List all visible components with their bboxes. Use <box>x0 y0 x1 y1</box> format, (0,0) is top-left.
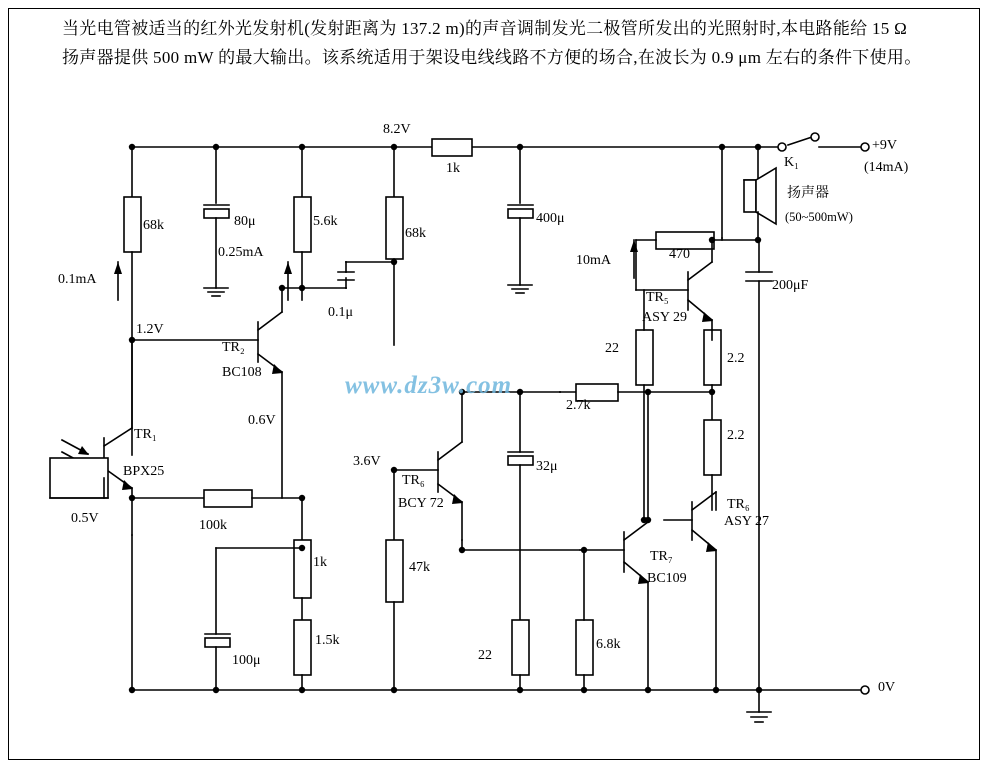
watermark-text: www.dz3w.com <box>345 372 513 399</box>
label-c-200uf: 200μF <box>772 278 809 293</box>
label-tr5-type: ASY 29 <box>642 310 687 325</box>
label-r-68k-left: 68k <box>143 218 164 233</box>
label-r-100k: 100k <box>199 518 227 533</box>
label-tr7-type: BC109 <box>647 571 687 586</box>
label-tr1: TR₁ <box>134 427 157 442</box>
label-rail-ground: 0V <box>878 680 896 695</box>
label-r-470: 470 <box>669 247 690 262</box>
label-i-10ma: 10mA <box>576 253 611 268</box>
label-i-01ma: 0.1mA <box>58 272 97 287</box>
label-tr2-type: BC108 <box>222 365 262 380</box>
label-r-22-right2: 2.2 <box>727 428 745 443</box>
label-tr6: TR₆ <box>402 473 425 488</box>
label-r-1k-low: 1k <box>313 555 327 570</box>
caption-text: 当光电管被适当的红外光发射机(发射距离为 137.2 m)的声音调制发光二极管所发出的光照射时,本电路能给 15 Ω 扬声器提供 500 mW 的最大输出。该系统适用于架设电线线路不方便的场合,在波长为 0.9 μm 左右的条件下使用。 <box>62 19 922 67</box>
label-r-27k: 2.7k <box>566 398 591 413</box>
label-r-22-bot: 22 <box>478 648 492 663</box>
label-rail-positive-current: (14mA) <box>864 160 909 175</box>
label-v-12: 1.2V <box>136 322 164 337</box>
label-speaker: 扬声器 <box>787 186 829 201</box>
label-v-06: 0.6V <box>248 413 276 428</box>
label-r-15k: 1.5k <box>315 633 340 648</box>
label-c-32u: 32μ <box>536 459 558 474</box>
label-tr5: TR₅ <box>646 290 669 305</box>
label-r-22-right: 2.2 <box>727 351 745 366</box>
label-tr2: TR₂ <box>222 340 245 355</box>
label-r-22-mid: 22 <box>605 341 619 356</box>
label-v-05: 0.5V <box>71 511 99 526</box>
label-i-025ma: 0.25mA <box>218 245 264 260</box>
label-r-68k-bot: 6.8k <box>596 637 621 652</box>
label-c-80u: 80μ <box>234 214 256 229</box>
label-tr1-type: BPX25 <box>123 464 165 479</box>
label-tr7: TR₇ <box>650 549 673 564</box>
label-tr8-type: ASY 27 <box>724 514 769 529</box>
label-tr6-type: BCY 72 <box>398 496 444 511</box>
label-r-1k-top: 1k <box>446 161 460 176</box>
label-c-01u: 0.1μ <box>328 305 354 320</box>
label-r-47k: 47k <box>409 560 430 575</box>
label-rail-positive: +9V <box>872 138 898 153</box>
label-r-68k-mid: 68k <box>405 226 426 241</box>
label-switch-k1: K₁ <box>784 155 799 170</box>
label-r-56k: 5.6k <box>313 214 338 229</box>
label-v-36: 3.6V <box>353 454 381 469</box>
label-tr8: TR₆ <box>727 497 750 512</box>
label-c-400u: 400μ <box>536 211 565 226</box>
label-v-82: 8.2V <box>383 122 411 137</box>
label-c-100u: 100μ <box>232 653 261 668</box>
label-speaker-power: (50~500mW) <box>785 210 853 224</box>
